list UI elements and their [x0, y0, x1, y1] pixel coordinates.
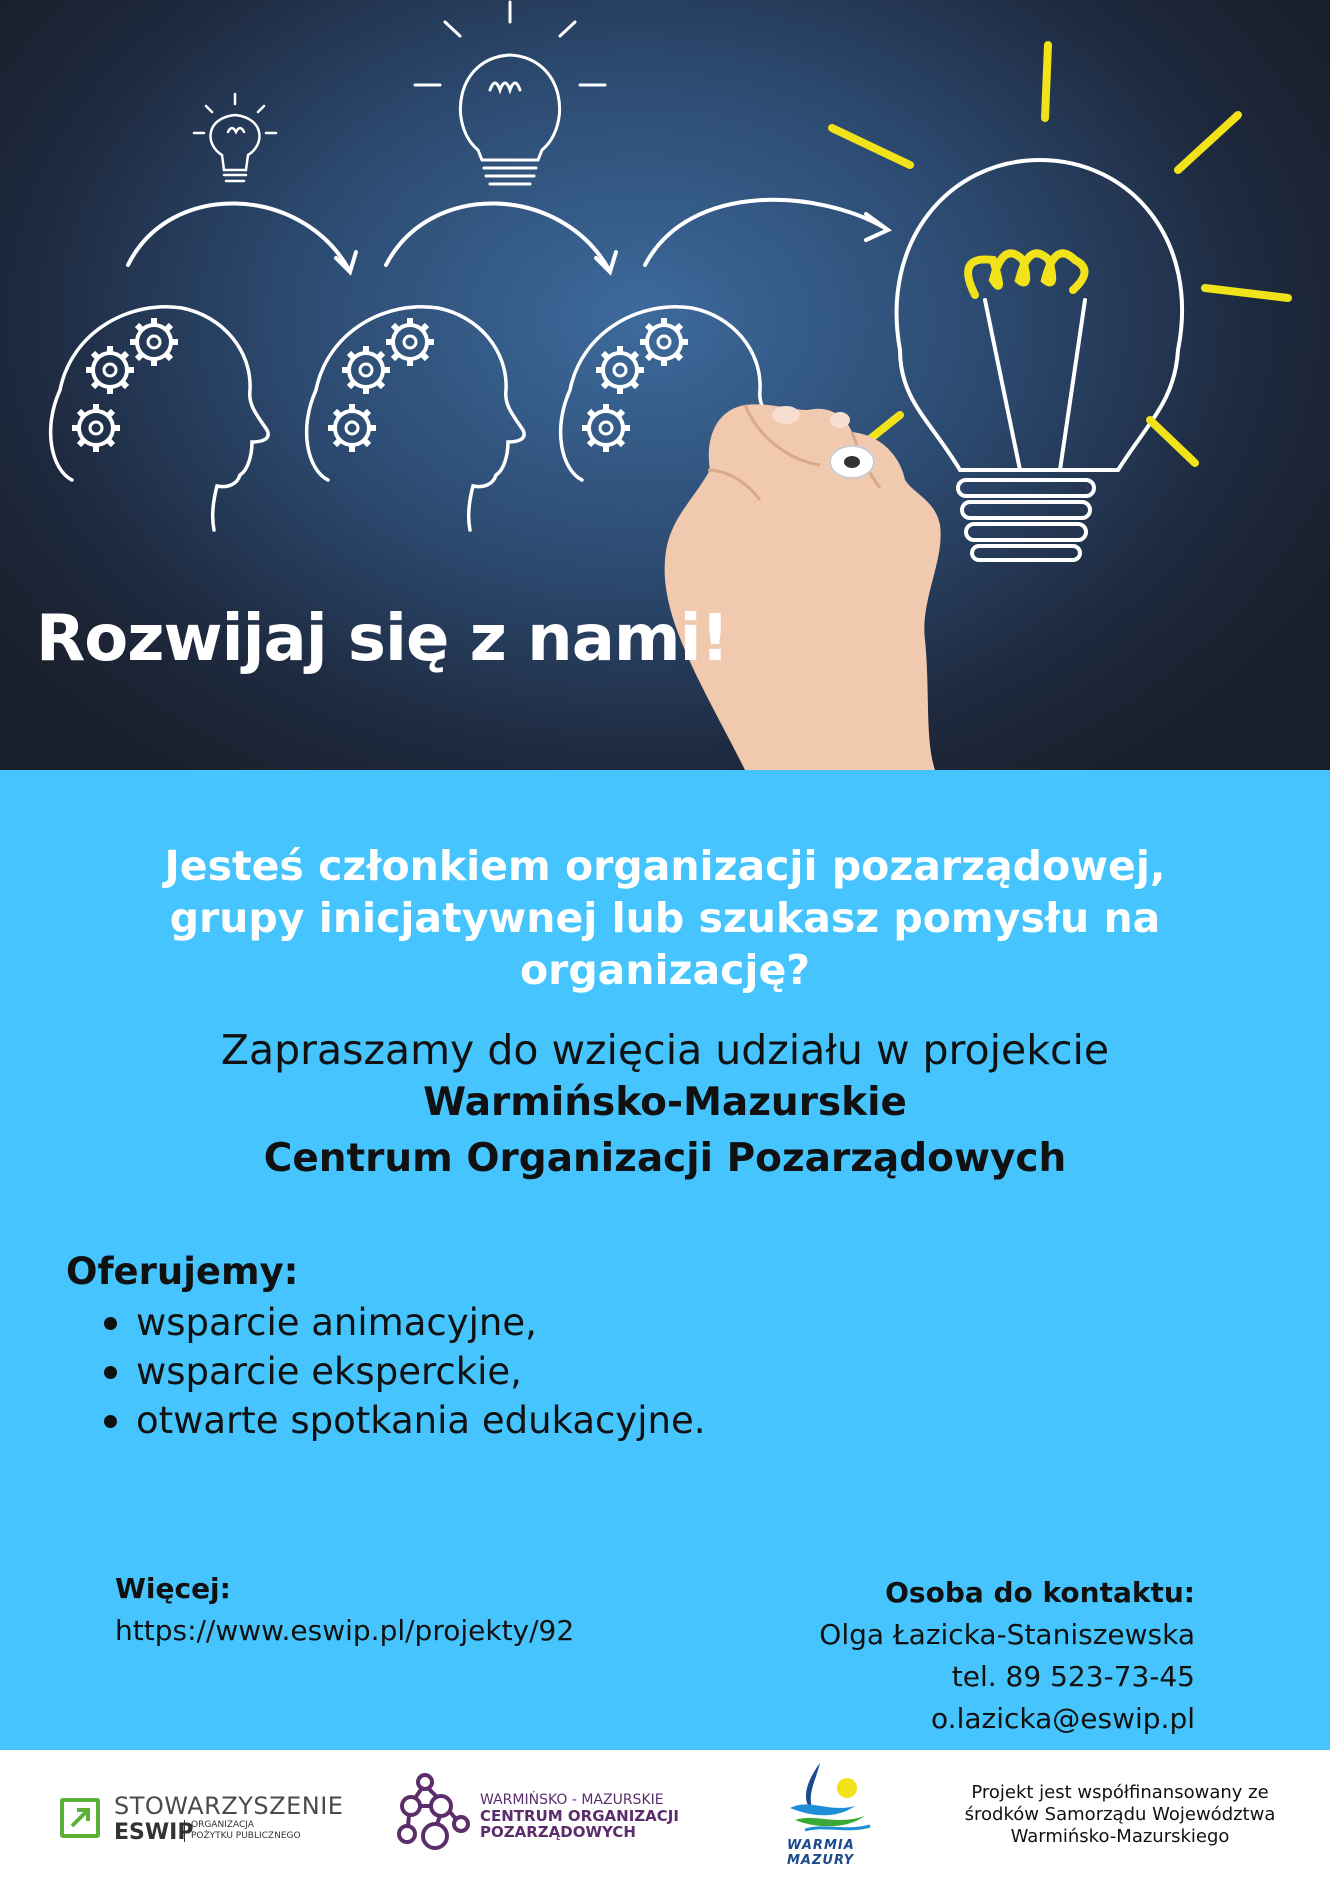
- offers-title: Oferujemy:: [66, 1250, 299, 1293]
- large-bulb-icon: [897, 160, 1183, 560]
- hero-title: Rozwijaj się z nami!: [36, 602, 729, 676]
- eswip-logo-tagline-line: POŻYTKU PUBLICZNEGO: [191, 1831, 301, 1841]
- arrow-icon: [60, 1798, 100, 1838]
- contact-block: [819, 1572, 1195, 1740]
- cofinancing-line: Warmińsko-Mazurskiego: [1010, 1826, 1230, 1847]
- warmia-logo-line: WARMIA: [787, 1838, 855, 1853]
- cofinancing-line: Projekt jest współfinansowany ze: [971, 1782, 1269, 1803]
- wave-sun-icon: [775, 1758, 885, 1838]
- question-heading: [0, 840, 1330, 996]
- eswip-logo-line: ESWIP: [114, 1820, 194, 1845]
- wmcop-logo-text: [480, 1792, 679, 1840]
- bullet-icon: [104, 1415, 117, 1428]
- warmia-logo-text: [787, 1838, 855, 1868]
- question-line: grupy inicjatywnej lub szukasz pomysłu na: [169, 894, 1161, 942]
- contact-label: Osoba do kontaktu:: [885, 1576, 1195, 1609]
- question-line: organizację?: [519, 946, 811, 994]
- offer-item-label: wsparcie eksperckie,: [136, 1350, 522, 1393]
- small-bulb-icon: [194, 94, 276, 181]
- contact-email[interactable]: o.lazicka@eswip.pl: [931, 1702, 1195, 1735]
- contact-name: Olga Łazicka-Staniszewska: [819, 1618, 1195, 1651]
- question-line: Jesteś członkiem organizacji pozarządowej,: [164, 842, 1166, 890]
- hero-banner: [0, 0, 1330, 770]
- offers-list: [100, 1298, 706, 1445]
- project-name: [0, 1075, 1330, 1187]
- contact-phone[interactable]: tel. 89 523-73-45: [951, 1660, 1195, 1693]
- more-label: Więcej:: [115, 1572, 231, 1605]
- warmia-logo-line: MAZURY: [787, 1853, 855, 1868]
- eswip-logo-tagline-line: ORGANIZACJA: [191, 1820, 254, 1830]
- project-name-line: Warmińsko-Mazurskie: [423, 1080, 907, 1125]
- list-item: [100, 1347, 706, 1396]
- eswip-logo-tagline: [184, 1820, 321, 1842]
- cofinancing-note: [935, 1782, 1305, 1848]
- list-item: [100, 1396, 706, 1445]
- medium-bulb-icon: [415, 2, 605, 184]
- wmcop-logo-line: WARMIŃSKO - MAZURSKIE: [480, 1792, 664, 1808]
- offer-item-label: wsparcie animacyjne,: [136, 1301, 537, 1344]
- bullet-icon: [104, 1366, 117, 1379]
- project-link[interactable]: https://www.eswip.pl/projekty/92: [115, 1614, 575, 1647]
- wmcop-logo-line: CENTRUM ORGANIZACJI: [480, 1807, 679, 1825]
- eswip-logo: [60, 1790, 344, 1850]
- wmcop-logo: [395, 1772, 695, 1862]
- offer-item-label: otwarte spotkania edukacyjne.: [136, 1399, 706, 1442]
- wmcop-logo-line: POZARZĄDOWYCH: [480, 1823, 636, 1841]
- bullet-icon: [104, 1317, 117, 1330]
- invitation-text: Zapraszamy do wzięcia udziału w projekcie: [220, 1026, 1110, 1074]
- head-icon-1: [51, 307, 269, 530]
- footer: [0, 1750, 1330, 1880]
- warmia-mazury-logo: [775, 1758, 885, 1873]
- list-item: [100, 1298, 706, 1347]
- hand-illustration: [665, 404, 941, 770]
- molecule-icon: [395, 1772, 475, 1852]
- project-name-line: Centrum Organizacji Pozarządowych: [263, 1136, 1067, 1181]
- head-icon-2: [307, 307, 525, 530]
- eswip-logo-line: STOWARZYSZENIE: [114, 1792, 344, 1820]
- cofinancing-line: środków Samorządu Województwa: [964, 1804, 1276, 1825]
